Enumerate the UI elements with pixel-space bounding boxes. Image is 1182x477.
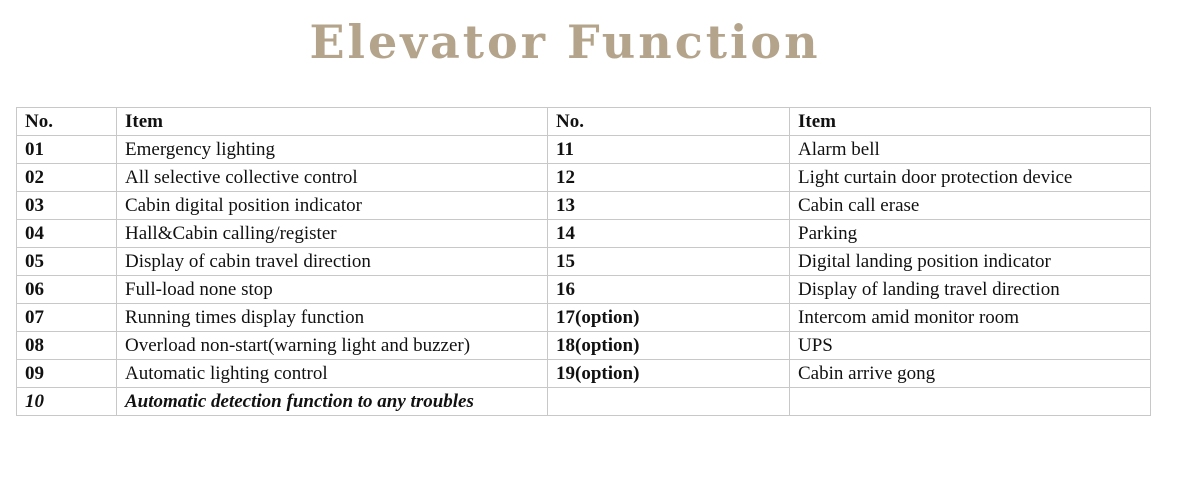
- item-name: Cabin call erase: [790, 192, 1151, 220]
- item-name: UPS: [790, 332, 1151, 360]
- table-row: [17, 332, 1151, 360]
- item-number: 06: [17, 276, 117, 304]
- item-number: 04: [17, 220, 117, 248]
- column-header-item: Item: [117, 108, 548, 136]
- item-name: Running times display function: [117, 304, 548, 332]
- table-row: [17, 276, 1151, 304]
- table-row: [17, 192, 1151, 220]
- item-number: 02: [17, 164, 117, 192]
- item-number: 08: [17, 332, 117, 360]
- elevator-function-table: [16, 107, 1151, 416]
- item-number: 19(option): [548, 360, 790, 388]
- table-row: [17, 248, 1151, 276]
- item-name: Cabin arrive gong: [790, 360, 1151, 388]
- item-number: 11: [548, 136, 790, 164]
- item-name: Automatic lighting control: [117, 360, 548, 388]
- page-title: Elevator Function: [309, 15, 821, 69]
- item-number: [548, 388, 790, 416]
- column-header-item: Item: [790, 108, 1151, 136]
- item-number: 07: [17, 304, 117, 332]
- item-number: 16: [548, 276, 790, 304]
- item-number: 10: [17, 388, 117, 416]
- item-number: 15: [548, 248, 790, 276]
- item-number: 03: [17, 192, 117, 220]
- item-name: All selective collective control: [117, 164, 548, 192]
- item-name: Hall&Cabin calling/register: [117, 220, 548, 248]
- table-row: [17, 304, 1151, 332]
- column-header-no: No.: [17, 108, 117, 136]
- item-name: Light curtain door protection device: [790, 164, 1151, 192]
- item-name: Parking: [790, 220, 1151, 248]
- item-number: 17(option): [548, 304, 790, 332]
- column-header-no: No.: [548, 108, 790, 136]
- item-number: 12: [548, 164, 790, 192]
- item-number: 09: [17, 360, 117, 388]
- table-row: [17, 136, 1151, 164]
- item-name: Intercom amid monitor room: [790, 304, 1151, 332]
- table-row: [17, 388, 1151, 416]
- item-name: Cabin digital position indicator: [117, 192, 548, 220]
- item-number: 18(option): [548, 332, 790, 360]
- item-number: 13: [548, 192, 790, 220]
- item-name: Automatic detection function to any troubles: [117, 388, 548, 416]
- item-name: [790, 388, 1151, 416]
- table-header-row: [17, 108, 1151, 136]
- item-number: 01: [17, 136, 117, 164]
- item-number: 14: [548, 220, 790, 248]
- table-row: [17, 164, 1151, 192]
- table-row: [17, 360, 1151, 388]
- item-name: Display of cabin travel direction: [117, 248, 548, 276]
- item-name: Display of landing travel direction: [790, 276, 1151, 304]
- item-name: Emergency lighting: [117, 136, 548, 164]
- item-name: Overload non-start(warning light and buzzer): [117, 332, 548, 360]
- item-name: Alarm bell: [790, 136, 1151, 164]
- table-row: [17, 220, 1151, 248]
- item-number: 05: [17, 248, 117, 276]
- item-name: Full-load none stop: [117, 276, 548, 304]
- item-name: Digital landing position indicator: [790, 248, 1151, 276]
